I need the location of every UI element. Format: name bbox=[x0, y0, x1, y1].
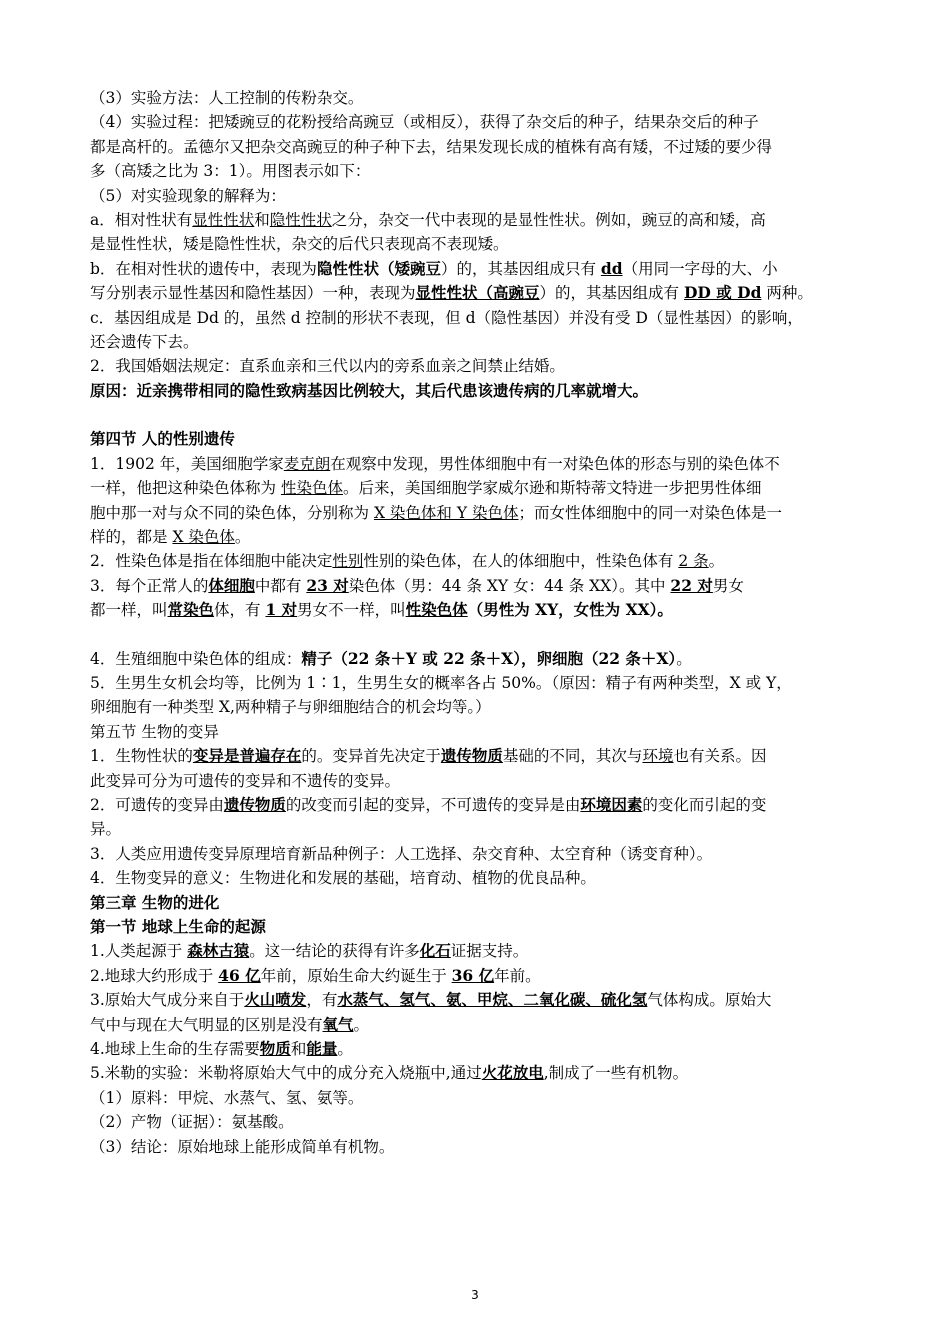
text-segment: 气体构成。原始大 bbox=[647, 991, 772, 1010]
text-segment: 基础的不同，其次与 bbox=[502, 747, 643, 766]
text-line bbox=[90, 744, 870, 768]
text-segment: （3）结论：原始地球上能形成简单有机物。 bbox=[90, 1137, 395, 1156]
text-segment: 的改变而引起的变异，不可遗传的变异是由 bbox=[285, 795, 581, 814]
text-segment: 环境 bbox=[642, 747, 674, 766]
text-segment: 3．人类应用遗传变异原理培育新品种例子：人工选择、杂交育种、太空育种（诱变育种）。 bbox=[90, 844, 713, 863]
text-segment: 3.原始大气成分来自于 bbox=[90, 991, 245, 1010]
text-line bbox=[90, 671, 870, 695]
text-segment: 2 条 bbox=[678, 552, 709, 571]
text-segment: 性染色体 bbox=[405, 600, 468, 620]
text-segment: 性别 bbox=[332, 552, 364, 571]
text-segment: 卵细胞有一种类型 X,两种精子与卵细胞结合的机会均等。） bbox=[90, 698, 491, 717]
text-line bbox=[90, 915, 870, 939]
text-segment: 显性性状（高豌豆 bbox=[415, 283, 540, 303]
text-line bbox=[90, 501, 870, 525]
text-line bbox=[90, 86, 870, 110]
text-segment: 写分别表示显性基因和隐性基因）一种，表现为 bbox=[90, 284, 416, 303]
text-line bbox=[90, 866, 870, 890]
text-line bbox=[90, 574, 870, 598]
text-segment: 的。变异首先决定于 bbox=[301, 747, 441, 766]
text-line bbox=[90, 306, 870, 330]
text-segment: 氧气 bbox=[322, 1014, 354, 1034]
text-segment: 原因：近亲携带相同的隐性致病基因比例较大，其后代患该遗传病的几率就增大。 bbox=[90, 380, 649, 400]
text-segment: 遗传物质 bbox=[223, 794, 286, 814]
text-segment: 多（高矮之比为 3：1）。用图表示如下： bbox=[90, 162, 371, 181]
text-segment: 也有关系。因 bbox=[673, 747, 767, 766]
text-segment: 3．每个正常人的 bbox=[90, 576, 209, 595]
text-line bbox=[90, 793, 870, 817]
text-segment: dd bbox=[600, 258, 623, 278]
text-line bbox=[90, 525, 870, 549]
text-segment: 是显性性状，矮是隐性性状，杂交的后代只表现高不表现矮。 bbox=[90, 235, 509, 254]
text-segment: 胞中那一对与众不同的染色体，分别称为 bbox=[90, 503, 374, 522]
text-segment: 2．性染色体是指在体细胞中能决定 bbox=[90, 552, 333, 571]
text-segment: 第三章 生物的进化 bbox=[90, 892, 220, 912]
text-segment: 36 亿 bbox=[451, 965, 495, 985]
text-line bbox=[90, 427, 870, 451]
text-segment: ）的，其基因组成有 bbox=[539, 284, 684, 303]
text-line bbox=[90, 842, 870, 866]
text-segment: ）的，其基因组成只有 bbox=[440, 259, 601, 278]
text-segment: 。 bbox=[234, 527, 251, 546]
text-segment: 遗传物质 bbox=[440, 746, 503, 766]
text-segment: 和 bbox=[254, 211, 270, 230]
text-line bbox=[90, 549, 870, 573]
text-segment: 和 bbox=[290, 1040, 307, 1059]
text-line bbox=[90, 891, 870, 915]
document-page bbox=[90, 86, 870, 1159]
text-segment: 体细胞 bbox=[208, 575, 255, 595]
text-segment: 46 亿 bbox=[218, 965, 261, 985]
text-line bbox=[90, 330, 870, 354]
text-segment: 物质 bbox=[259, 1039, 291, 1059]
text-line bbox=[90, 184, 870, 208]
text-segment: 气中与现在大气明显的区别是没有 bbox=[90, 1015, 323, 1034]
text-segment: 隐性性状 bbox=[269, 211, 332, 230]
text-segment: 能量 bbox=[306, 1039, 338, 1059]
text-segment: 。这一结论的获得有许多 bbox=[249, 942, 420, 961]
text-segment: 2．可遗传的变异由 bbox=[90, 795, 224, 814]
text-segment: 4.地球上生命的生存需要 bbox=[90, 1040, 260, 1059]
text-line bbox=[90, 110, 870, 134]
text-segment: 隐性性状（矮豌豆 bbox=[316, 258, 441, 278]
text-segment: 第四节 人的性别遗传 bbox=[90, 429, 235, 449]
text-segment: 5.米勒的实验：米勒将原始大气中的成分充入烧瓶中,通过 bbox=[90, 1064, 482, 1083]
text-line bbox=[90, 988, 870, 1012]
text-line bbox=[90, 720, 870, 744]
text-segment: 麦克朗 bbox=[283, 454, 331, 473]
text-segment: 第五节 生物的变异 bbox=[90, 722, 219, 741]
text-segment: 2．我国婚姻法规定：直系血亲和三代以内的旁系血亲之间禁止结婚。 bbox=[90, 357, 565, 376]
text-segment: ；而女性体细胞中的同一对染色体是一 bbox=[518, 503, 783, 522]
text-line bbox=[90, 1013, 870, 1037]
text-line bbox=[90, 598, 870, 622]
text-line bbox=[90, 964, 870, 988]
text-line bbox=[90, 647, 870, 671]
text-segment: 常染色 bbox=[167, 600, 215, 620]
text-segment: 。后来，美国细胞学家威尔逊和斯特蒂文特进一步把男性体细 bbox=[342, 479, 762, 498]
text-line bbox=[90, 232, 870, 256]
text-segment: 精子（22 条＋Y 或 22 条＋X），卵细胞（22 条＋X） bbox=[301, 648, 677, 668]
text-segment: （1）原料：甲烷、水蒸气、氢、氨等。 bbox=[90, 1088, 364, 1107]
text-segment: 染色体（男：44 条 XY 女：44 条 XX）。其中 bbox=[348, 576, 671, 595]
page-number: 3 bbox=[471, 1288, 479, 1302]
text-segment: 第一节 地球上生命的起源 bbox=[90, 917, 266, 936]
text-line bbox=[90, 1086, 870, 1110]
text-segment: 1．生物性状的 bbox=[90, 747, 193, 766]
text-segment: 5．生男生女机会均等，比例为 1∶1，生男生女的概率各占 50%。（原因：精子有两种类型，X 或 Y， bbox=[90, 673, 792, 692]
text-segment: （4）实验过程：把矮豌豆的花粉授给高豌豆（或相反），获得了杂交后的种子，结果杂交后的种子 bbox=[90, 113, 759, 132]
text-segment: 化石 bbox=[419, 941, 451, 961]
text-segment: 4．生物变异的意义：生物进化和发展的基础，培育动、植物的优良品种。 bbox=[90, 869, 596, 888]
text-segment: 火山喷发 bbox=[244, 990, 307, 1010]
text-segment: 男女不一样，叫 bbox=[297, 601, 406, 620]
text-line bbox=[90, 354, 870, 378]
text-segment: 在观察中发现，男性体细胞中有一对染色体的形态与别的染色体不 bbox=[330, 454, 780, 473]
text-line bbox=[90, 379, 870, 403]
text-line bbox=[90, 135, 870, 159]
text-segment: 此变异可分为可遗传的变异和不遗传的变异。 bbox=[90, 771, 401, 790]
text-segment: 的变化而引起的变 bbox=[642, 795, 767, 814]
text-line bbox=[90, 769, 870, 793]
text-line bbox=[90, 257, 870, 281]
text-segment: 都是高杆的。孟德尔又把杂交高豌豆的种子种下去，结果发现长成的植株有高有矮，不过矮的要少得 bbox=[90, 137, 773, 156]
text-segment: 证据支持。 bbox=[450, 942, 529, 961]
text-segment: 。 bbox=[708, 552, 725, 571]
text-line bbox=[90, 208, 870, 232]
text-segment: 中都有 bbox=[254, 576, 307, 595]
text-line bbox=[90, 1135, 870, 1159]
text-segment: 。 bbox=[337, 1040, 353, 1059]
text-line bbox=[90, 159, 870, 183]
text-segment: 水蒸气、氢气、氨、甲烷、二氧化碳、硫化氢 bbox=[337, 990, 648, 1010]
text-segment: 火花放电 bbox=[481, 1063, 544, 1083]
text-segment: a．相对性状有 bbox=[90, 211, 193, 230]
text-segment: ,制成了一些有机物。 bbox=[543, 1064, 689, 1083]
text-segment: 。 bbox=[676, 649, 692, 668]
text-line bbox=[90, 476, 870, 500]
text-line bbox=[90, 452, 870, 476]
text-segment: ，有 bbox=[306, 991, 338, 1010]
text-line bbox=[90, 1061, 870, 1085]
text-segment: DD 或 Dd bbox=[683, 283, 762, 303]
text-segment: 之分，杂交一代中表现的是显性性状。例如，豌豆的高和矮，高 bbox=[331, 211, 766, 230]
text-segment: 样的，都是 bbox=[90, 527, 173, 546]
text-segment: 4．生殖细胞中染色体的组成： bbox=[90, 649, 302, 668]
text-segment: （用同一字母的大、小 bbox=[622, 259, 778, 278]
text-segment: （3）实验方法：人工控制的传粉杂交。 bbox=[90, 89, 364, 107]
blank-line bbox=[90, 623, 870, 647]
text-segment: （2）产物（证据）：氨基酸。 bbox=[90, 1113, 294, 1132]
text-segment: （5）对实验现象的解释为： bbox=[90, 186, 286, 205]
text-segment: 23 对 bbox=[306, 575, 349, 595]
text-segment: 男女 bbox=[712, 576, 744, 595]
text-segment: （男性为 XY，女性为 XX）。 bbox=[467, 600, 673, 620]
text-segment: 异。 bbox=[90, 820, 122, 839]
text-segment: c．基因组成是 Dd 的，虽然 d 控制的形状不表现，但 d（隐性基因）并没有受 D（显性基因）的影响， bbox=[90, 308, 803, 327]
text-segment: 都一样，叫 bbox=[90, 601, 168, 620]
text-segment: 1．1902 年，美国细胞学家 bbox=[90, 454, 284, 473]
text-segment: 体，有 bbox=[214, 601, 266, 620]
text-segment: 年前。 bbox=[494, 966, 541, 985]
text-segment: 年前，原始生命大约诞生于 bbox=[260, 966, 452, 985]
text-segment: 1 对 bbox=[265, 600, 298, 620]
text-line bbox=[90, 1110, 870, 1134]
text-line bbox=[90, 939, 870, 963]
text-line bbox=[90, 695, 870, 719]
text-segment: 2.地球大约形成于 bbox=[90, 966, 219, 985]
text-segment: 显性性状 bbox=[192, 211, 255, 230]
text-segment: 22 对 bbox=[670, 575, 713, 595]
text-segment: X 染色体 bbox=[172, 527, 235, 546]
text-segment: 性染色体 bbox=[280, 479, 343, 498]
text-segment: X 染色体和 Y 染色体 bbox=[373, 503, 519, 522]
text-segment: 。 bbox=[353, 1015, 370, 1034]
text-segment: 性别的染色体，在人的体细胞中，性染色体有 bbox=[363, 552, 679, 571]
text-segment: 森林古猿 bbox=[187, 941, 250, 961]
text-segment: 变异是普遍存在 bbox=[192, 746, 302, 766]
text-segment: 1.人类起源于 bbox=[90, 942, 188, 961]
text-segment: 一样，他把这种染色体称为 bbox=[90, 479, 281, 498]
blank-line bbox=[90, 403, 870, 427]
text-segment: 环境因素 bbox=[580, 794, 643, 814]
text-line bbox=[90, 817, 870, 841]
text-line bbox=[90, 281, 870, 305]
text-segment: 两种。 bbox=[761, 284, 813, 303]
text-segment: 还会遗传下去。 bbox=[90, 333, 199, 352]
text-segment: b．在相对性状的遗传中，表现为 bbox=[90, 259, 317, 278]
text-line bbox=[90, 1037, 870, 1061]
